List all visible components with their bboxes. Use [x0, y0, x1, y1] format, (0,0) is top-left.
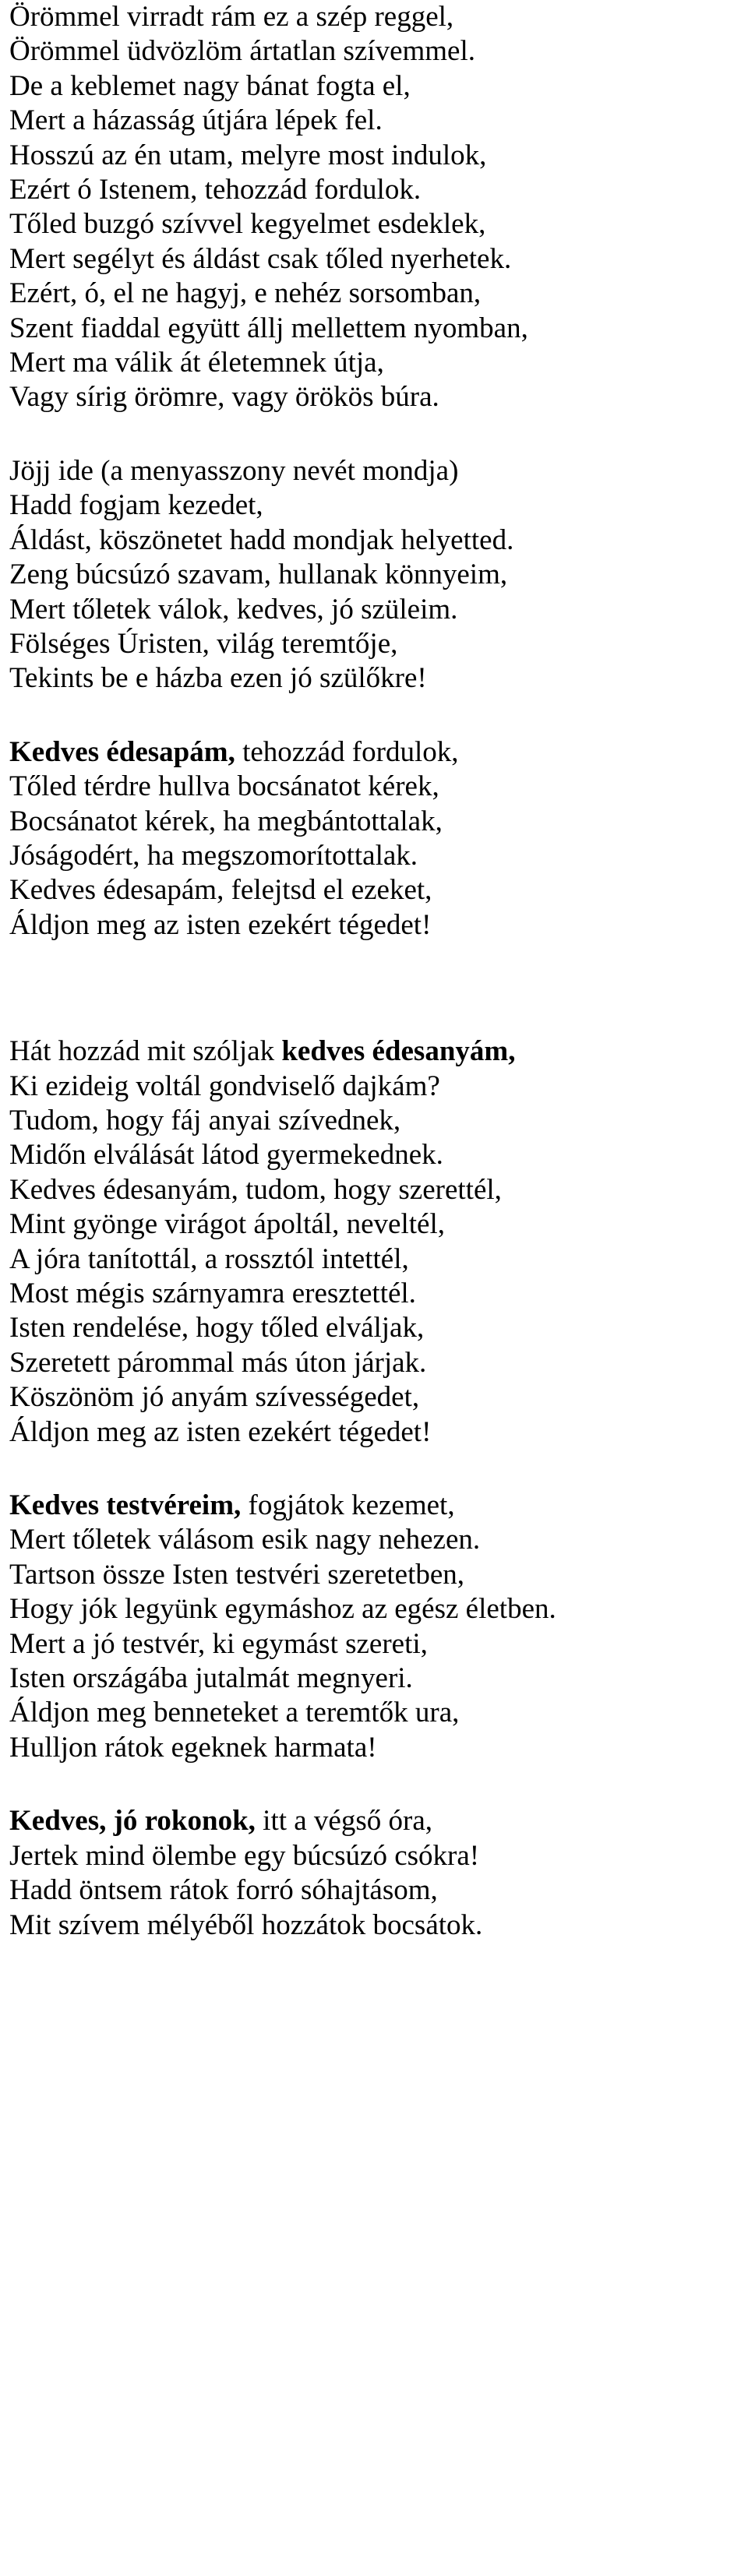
poem-line: Zeng búcsúzó szavam, hullanak könnyeim, — [9, 559, 508, 591]
poem-line: Ezért ó Istenem, tehozzád fordulok. — [9, 174, 422, 206]
poem-line: Hadd fogjam kezedet, — [9, 489, 263, 522]
poem-line: Kedves édesanyám, tudom, hogy szerettél, — [9, 1173, 502, 1206]
stanza-mother — [9, 1034, 742, 1450]
poem-line: Szent fiaddal együtt állj mellettem nyomban, — [9, 312, 528, 344]
poem-line: Mert a jó testvér, ki egymást szereti, — [9, 1627, 428, 1660]
poem-line: Hulljon rátok egeknek harmata! — [9, 1731, 377, 1764]
poem-line: Tartson össze Isten testvéri szeretetben, — [9, 1558, 465, 1591]
poem-line: Tőled térdre hullva bocsánatot kérek, — [9, 770, 439, 803]
poem-line: Tudom, hogy fáj anyai szívednek, — [9, 1104, 401, 1136]
poem-line: Köszönöm jó anyám szívességedet, — [9, 1381, 420, 1414]
poem-line: Isten országába jutalmát megnyeri. — [9, 1662, 413, 1695]
poem-line: Tekints be e házba ezen jó szülőkre! — [9, 662, 427, 695]
poem-line: Örömmel üdvözlöm ártatlan szívemmel. — [9, 35, 475, 68]
stanza-bride — [9, 454, 742, 696]
poem-line: Kedves, jó rokonok, itt a végső óra, — [9, 1805, 432, 1838]
addressee-bold: kedves édesanyám, — [281, 1035, 516, 1068]
stanza-relatives — [9, 1804, 742, 1943]
stanza-gap — [9, 415, 742, 454]
poem-line: Hát hozzád mit szóljak kedves édesanyám, — [9, 1035, 516, 1068]
poem-line: Mert a házasság útjára lépek fel. — [9, 104, 383, 137]
poem-line: Jóságodért, ha megszomorítottalak. — [9, 839, 418, 872]
poem-line: Mert segélyt és áldást csak tőled nyerhetek. — [9, 242, 512, 275]
poem-line: Mert tőletek válásom esik nagy nehezen. — [9, 1524, 481, 1556]
poem-line: Áldást, köszönetet hadd mondjak helyetted. — [9, 523, 514, 556]
addressee-bold: Kedves testvéreim, — [9, 1489, 242, 1522]
poem-line: Tőled buzgó szívvel kegyelmet esdeklek, — [9, 208, 486, 241]
poem-line: Jöjj ide (a menyasszony nevét mondja) — [9, 454, 459, 487]
poem-line: Most mégis szárnyamra eresztettél. — [9, 1277, 416, 1309]
poem-line: Hogy jók legyünk egymáshoz az egész életben. — [9, 1593, 556, 1626]
addressee-bold: Kedves édesapám, — [9, 735, 235, 768]
poem-line: Mert tőletek válok, kedves, jó szüleim. — [9, 593, 458, 625]
poem-line: Hadd öntsem rátok forró sóhajtásom, — [9, 1874, 438, 1907]
poem-line: Áldjon meg benneteket a teremtők ura, — [9, 1697, 460, 1729]
stanza-siblings — [9, 1489, 742, 1765]
stanza-gap — [9, 696, 742, 735]
poem-line: Szeretett párommal más úton járjak. — [9, 1346, 427, 1379]
stanza-opening — [9, 0, 742, 415]
poem-line: Ezért, ó, el ne hagyj, e nehéz sorsomban, — [9, 277, 482, 310]
poem-line: Áldjon meg az isten ezekért tégedet! — [9, 1415, 432, 1448]
stanza-gap — [9, 943, 742, 1034]
poem-line: Hosszú az én utam, melyre most indulok, — [9, 139, 487, 171]
stanza-father — [9, 735, 742, 943]
poem-line: Bocsánatot kérek, ha megbántottalak, — [9, 805, 443, 837]
stanza-gap — [9, 1450, 742, 1489]
poem-line: De a keblemet nagy bánat fogta el, — [9, 69, 411, 102]
poem-line: A jóra tanítottál, a rossztól intettél, — [9, 1242, 409, 1275]
poem-line: Isten rendelése, hogy tőled elváljak, — [9, 1312, 425, 1344]
poem-line: Kedves testvéreim, fogjátok kezemet, — [9, 1489, 455, 1522]
poem-line: Kedves édesapám, felejtsd el ezeket, — [9, 874, 432, 907]
poem-line: Ki ezideig voltál gondviselő dajkám? — [9, 1070, 440, 1102]
poem-line: Midőn elválását látod gyermekednek. — [9, 1139, 443, 1172]
poem-line: Örömmel virradt rám ez a szép reggel, — [9, 1, 454, 33]
poem-line: Áldjon meg az isten ezekért tégedet! — [9, 908, 432, 941]
poem-line: Mint gyönge virágot ápoltál, neveltél, — [9, 1208, 445, 1241]
poem-line: Mit szívem mélyéből hozzátok bocsátok. — [9, 1908, 483, 1941]
poem-line: Kedves édesapám, tehozzád fordulok, — [9, 735, 459, 768]
poem-line: Mert ma válik át életemnek útja, — [9, 347, 384, 379]
stanza-gap — [9, 1765, 742, 1804]
poem-line: Fölséges Úristen, világ teremtője, — [9, 627, 398, 660]
poem-line: Jertek mind ölembe egy búcsúzó csókra! — [9, 1839, 480, 1872]
poem-line: Vagy sírig örömre, vagy örökös búra. — [9, 381, 439, 414]
addressee-bold: Kedves, jó rokonok, — [9, 1805, 256, 1838]
